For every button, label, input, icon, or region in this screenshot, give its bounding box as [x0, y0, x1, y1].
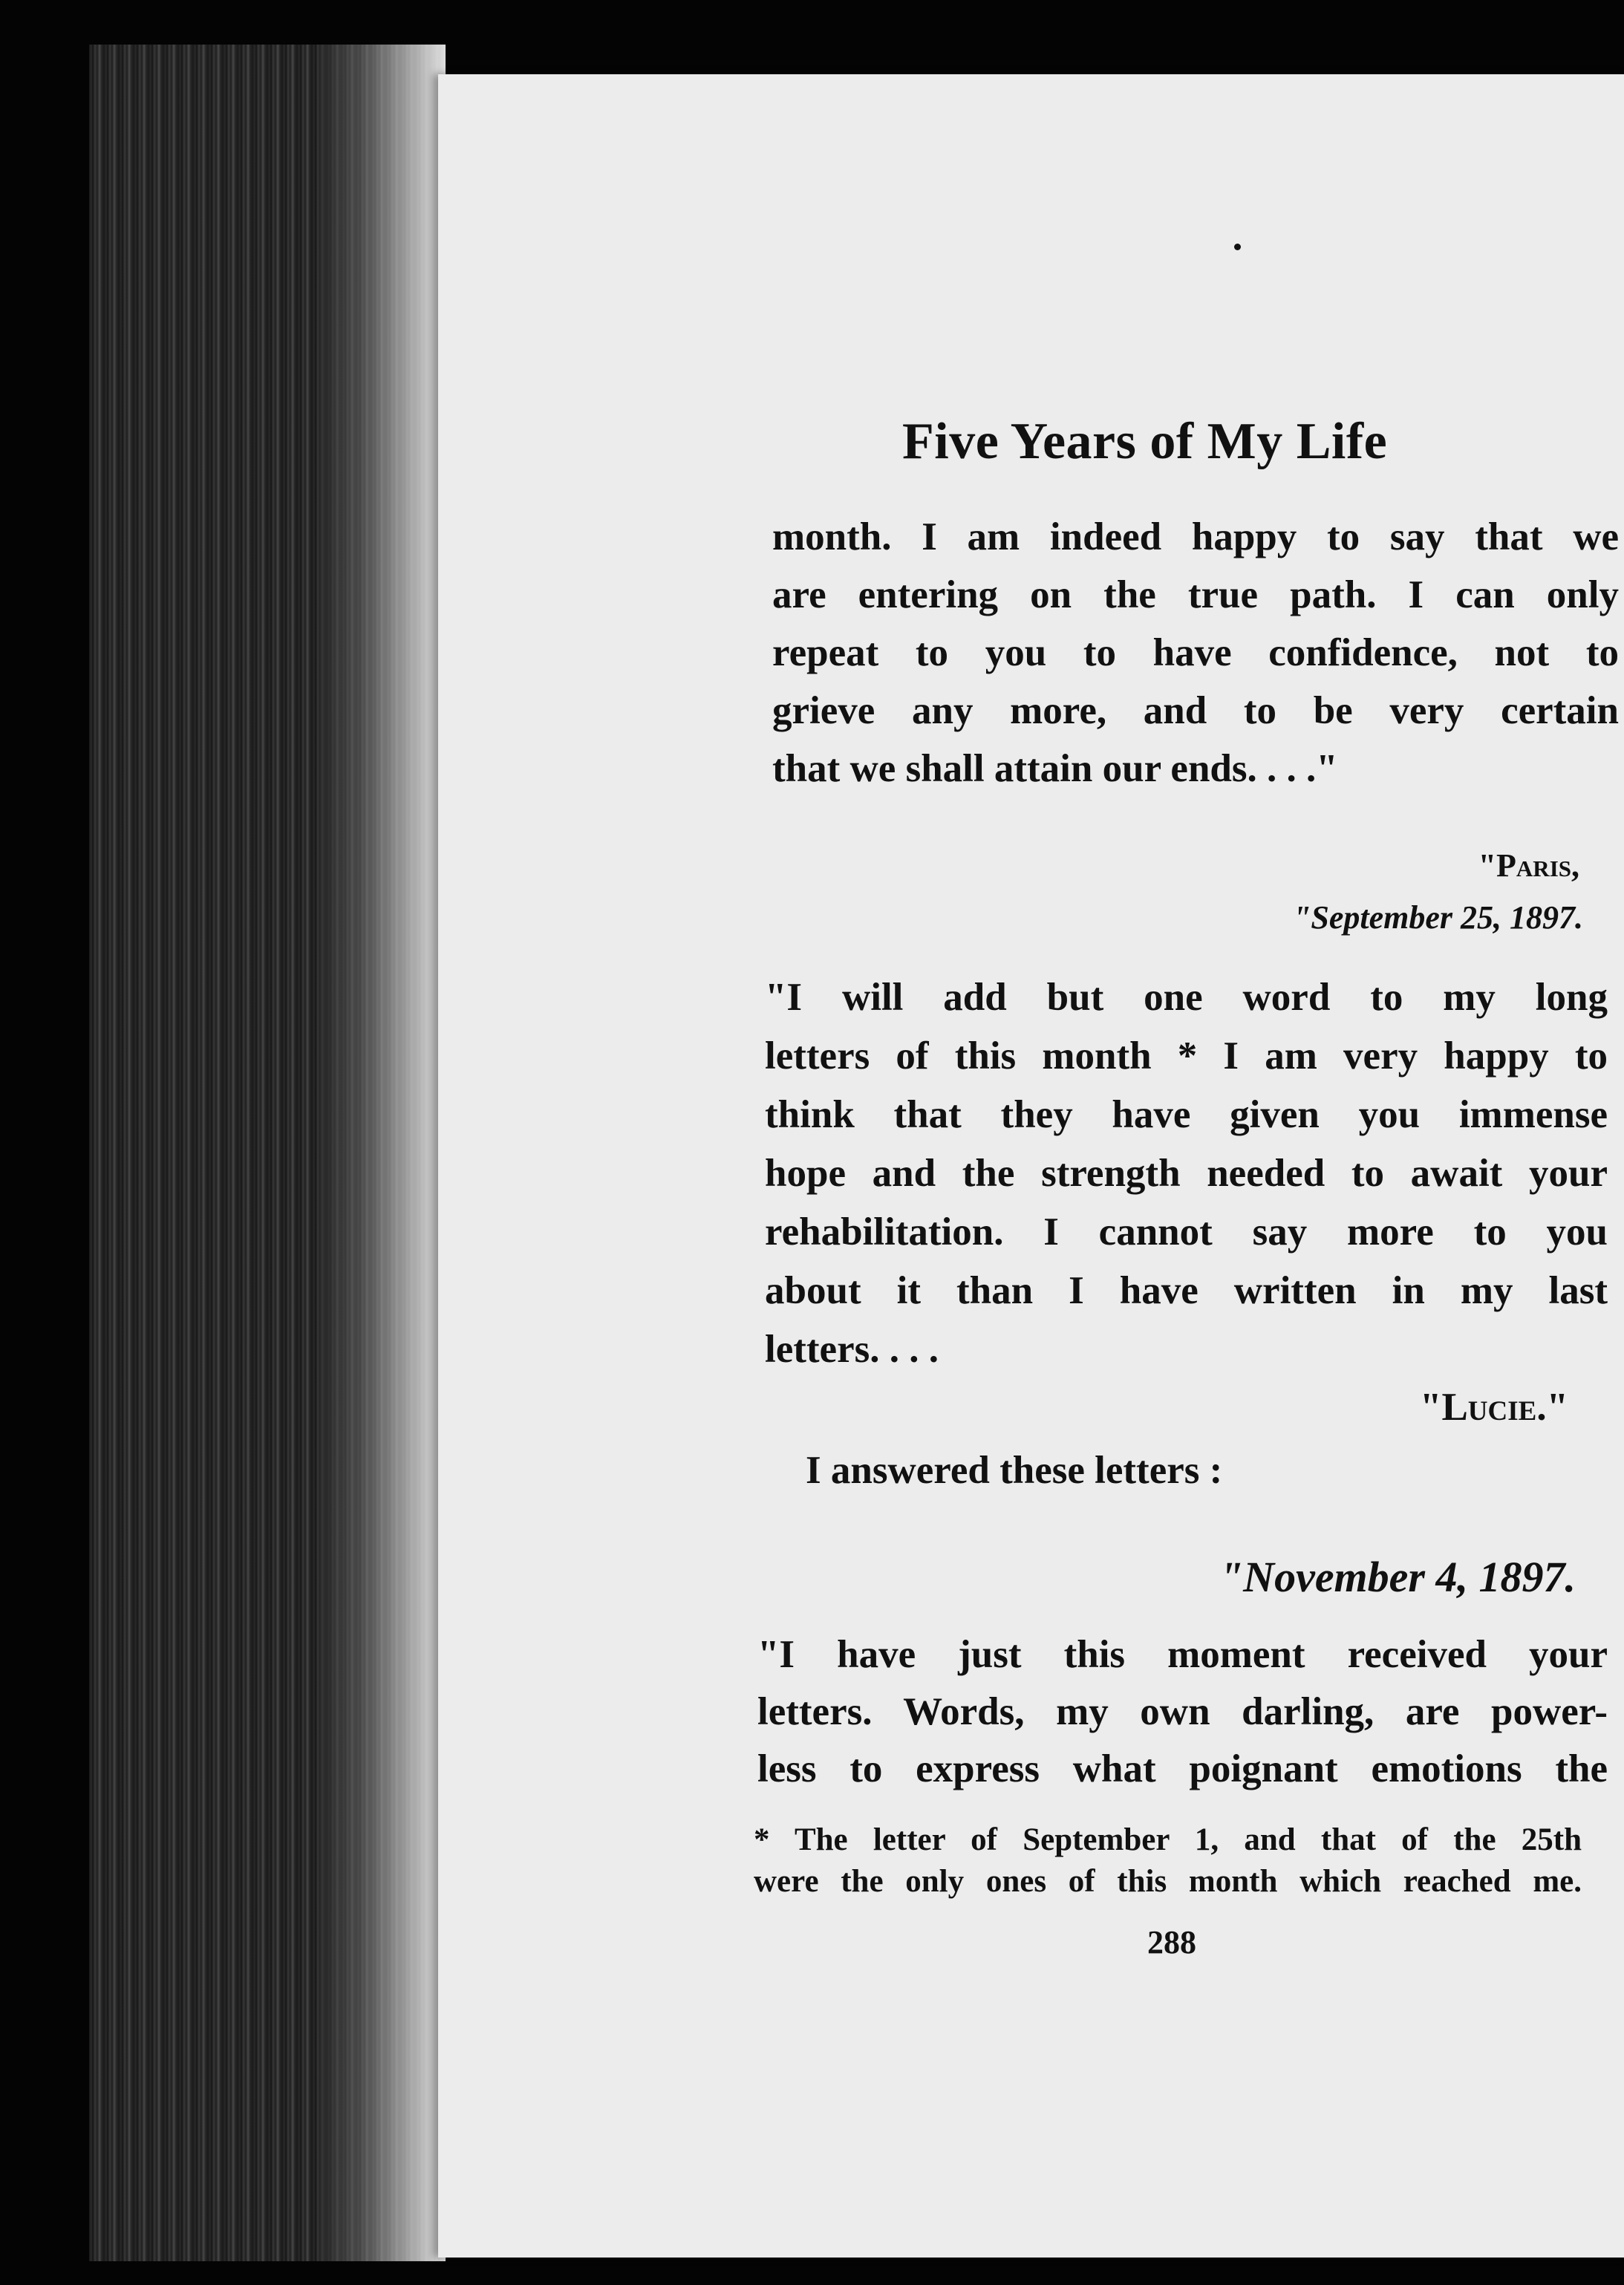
text-line: letters of this month * I am very happy to — [765, 1034, 1608, 1078]
text-line: think that they have given you immense — [765, 1093, 1608, 1136]
text-line: hope and the strength needed to await your — [765, 1152, 1608, 1195]
running-head: Five Years of My Life — [902, 413, 1388, 470]
letter-paragraph — [757, 1630, 1608, 1802]
footnote-line: * The letter of September 1, and that of the 25th — [754, 1822, 1582, 1857]
text-line: month. I am indeed happy to say that we — [772, 515, 1619, 558]
page-edge-highlight — [319, 45, 446, 2261]
ink-speck — [1234, 244, 1241, 250]
page-number: 288 — [1147, 1924, 1196, 1960]
text-line: that we shall attain our ends. . . ." — [772, 747, 1338, 790]
text-line: grieve any more, and to be very certain — [772, 689, 1619, 732]
footnote-line: were the only ones of this month which reached me. — [754, 1864, 1582, 1899]
letter-date: "November 4, 1897. — [1219, 1553, 1576, 1601]
letter-signature: "Lucie." — [1420, 1386, 1568, 1429]
text-line: "I have just this moment received your — [757, 1633, 1608, 1676]
narrative-line: I answered these letters : — [806, 1449, 1223, 1492]
text-line: letters. . . . — [765, 1328, 939, 1371]
text-line: "I will add but one word to my long — [765, 976, 1608, 1019]
text-line: less to express what poignant emotions the — [757, 1747, 1608, 1790]
letter-paragraph — [765, 973, 1608, 1383]
dateline-date: "September 25, 1897. — [1292, 899, 1583, 936]
text-line: rehabilitation. I cannot say more to you — [765, 1210, 1608, 1254]
text-line: letters. Words, my own darling, are power- — [757, 1690, 1608, 1733]
text-line: about it than I have written in my last — [765, 1269, 1608, 1312]
paragraph-continuation — [772, 512, 1619, 802]
text-line: are entering on the true path. I can only — [772, 573, 1619, 616]
dateline-place: "Paris, — [1478, 847, 1579, 884]
text-line: repeat to you to have confidence, not to — [772, 631, 1619, 674]
footnote — [754, 1819, 1582, 1903]
